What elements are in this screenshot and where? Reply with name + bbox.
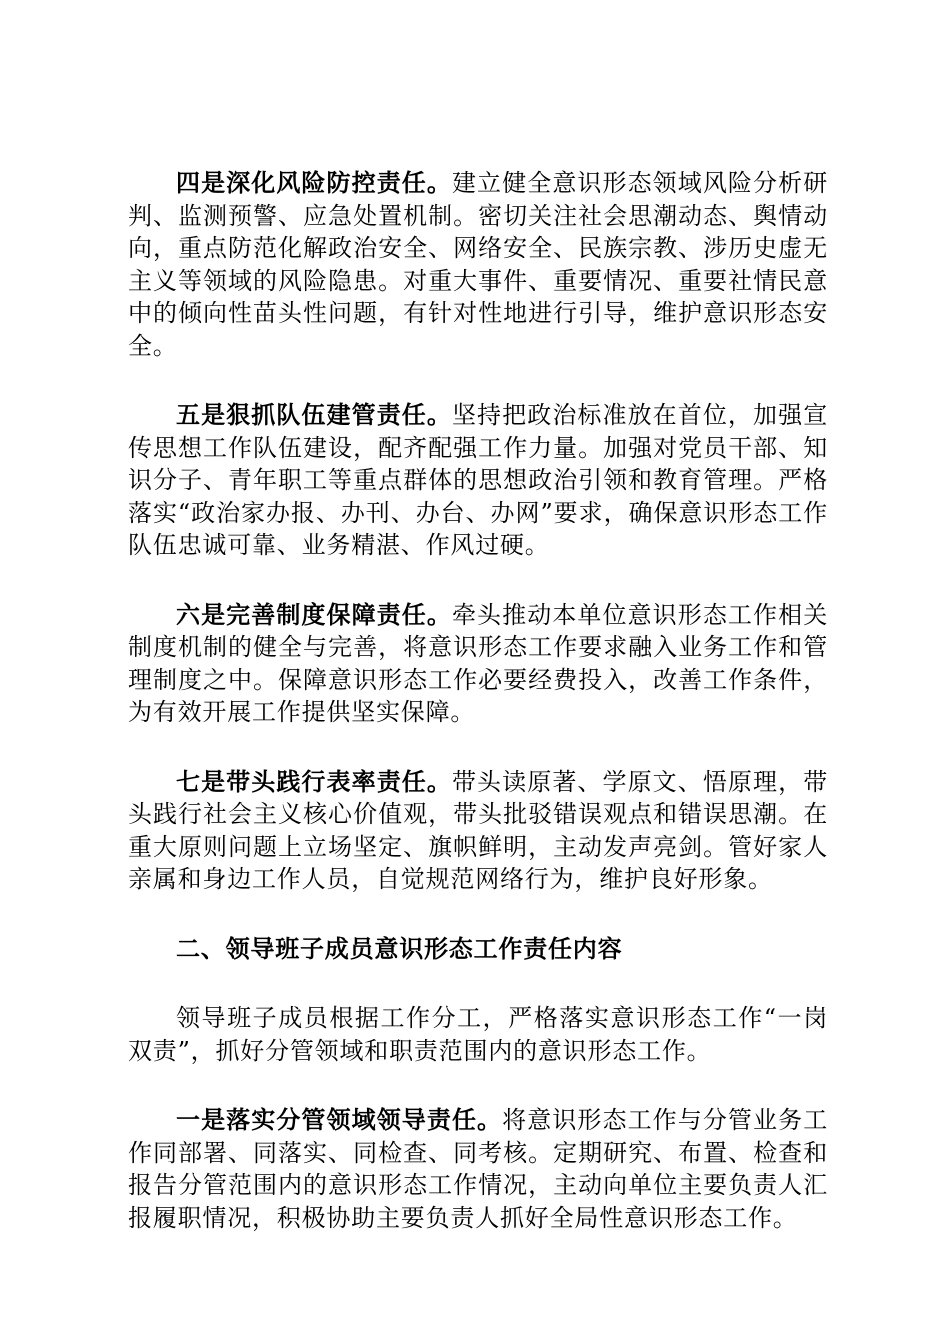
paragraph-lead: 七是带头践行表率责任。	[176, 767, 452, 796]
paragraph-body: 带头读原著、学原文、悟原理，带头践行社会主义核心价值观，带头批驳错误观点和错误思潮。在重大原则问题上立场坚定、旗帜鲜明，主动发声亮剑。管好家人亲属和身边工作人员，自觉规范网络行为，维护良好形象。	[128, 767, 828, 893]
paragraph-lead: 五是狠抓队伍建管责任。	[176, 401, 452, 429]
paragraph-lead: 四是深化风险防控责任。	[176, 169, 452, 197]
document-page	[128, 167, 828, 1271]
paragraph-body: 将意识形态工作与分管业务工作同部署、同落实、同检查、同考核。定期研究、布置、检查和报告分管范围内的意识形态工作情况，主动向单位主要负责人汇报履职情况，积极协助主要负责人抓好全局性意识形态工作。	[128, 1106, 828, 1232]
paragraph-system-guarantee	[128, 599, 828, 729]
paragraph-risk-control	[128, 167, 828, 362]
paragraph-lead-by-example	[128, 766, 828, 896]
paragraph-lead: 六是完善制度保障责任。	[176, 600, 452, 629]
paragraph-body: 建立健全意识形态领域风险分析研判、监测预警、应急处置机制。密切关注社会思潮动态、舆情动向，重点防范化解政治安全、网络安全、民族宗教、涉历史虚无主义等领域的风险隐患。对重大事件、重要情况、重要社情民意中的倾向性苗头性问题，有针对性地进行引导，维护意识形态安全。	[128, 169, 828, 360]
paragraph-body: 牵头推动本单位意识形态工作相关制度机制的健全与完善，将意识形态工作要求融入业务工作和管理制度之中。保障意识形态工作必要经费投入，改善工作条件，为有效开展工作提供坚实保障。	[128, 600, 828, 726]
section-heading: 二、领导班子成员意识形态工作责任内容	[176, 934, 623, 963]
paragraph-lead: 一是落实分管领域领导责任。	[176, 1106, 503, 1134]
paragraph-team-management	[128, 399, 828, 562]
paragraph-body: 坚持把政治标准放在首位，加强宣传思想工作队伍建设，配齐配强工作力量。加强对党员干部、知识分子、青年职工等重点群体的思想政治引领和教育管理。严格落实“政治家办报、办刊、办台、办网”要求，确保意识形态工作队伍忠诚可靠、业务精湛、作风过硬。	[128, 401, 828, 559]
paragraph-division-leadership	[128, 1104, 828, 1234]
intro-paragraph: 领导班子成员根据工作分工，严格落实意识形态工作“一岗双责”，抓好分管领域和职责范围内的意识形态工作。	[128, 1004, 828, 1065]
